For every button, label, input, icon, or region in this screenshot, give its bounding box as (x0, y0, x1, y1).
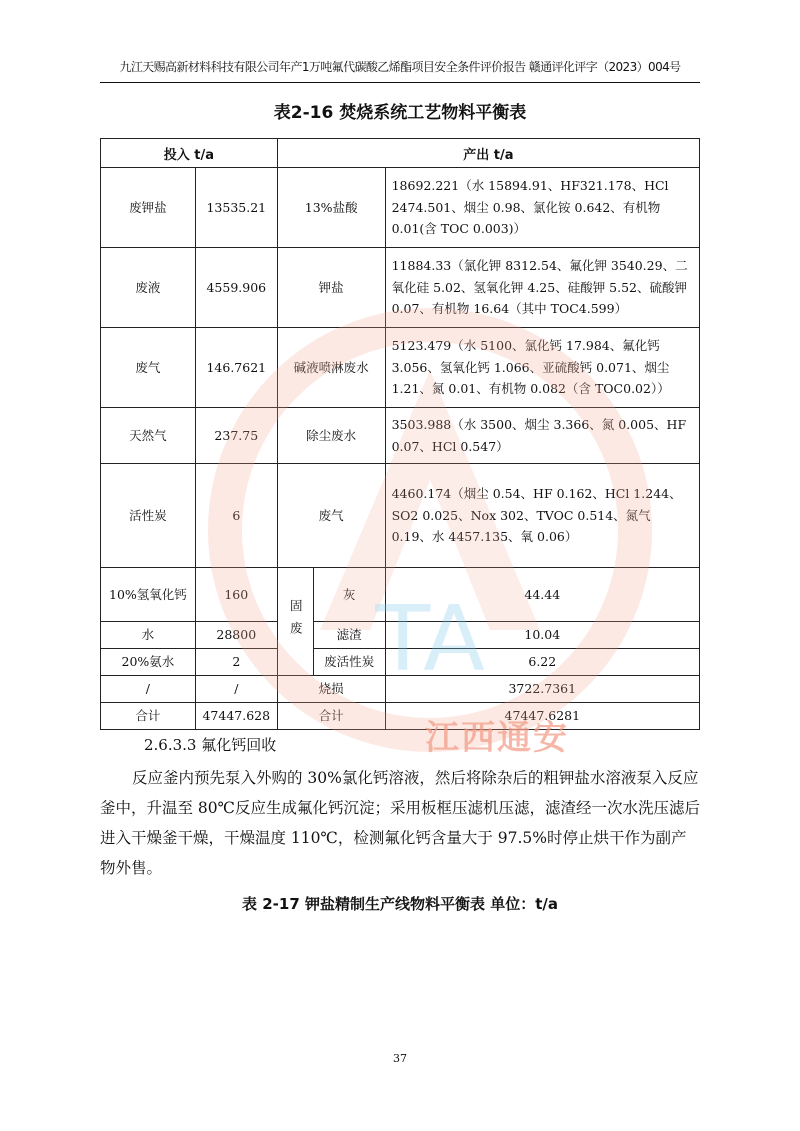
input-total-label: 合计 (101, 703, 196, 730)
total-row (101, 703, 700, 730)
table-row (101, 408, 700, 464)
section-heading: 2.6.3.3 氟化钙回收 (144, 736, 277, 754)
table-row (101, 328, 700, 408)
output-name: 滤渣 (313, 622, 385, 649)
output-value: 3722.7361 (385, 676, 699, 703)
output-name: 废活性炭 (313, 649, 385, 676)
input-value: 28800 (195, 622, 277, 649)
table-header-row (101, 139, 700, 168)
input-total-value: 47447.628 (195, 703, 277, 730)
output-value: 10.04 (385, 622, 699, 649)
input-name: 废液 (101, 248, 196, 328)
table-row (101, 649, 700, 676)
output-name: 废气 (277, 464, 385, 568)
input-name: 天然气 (101, 408, 196, 464)
watermark-letters: TA (375, 587, 485, 692)
table-row (101, 464, 700, 568)
input-name: 水 (101, 622, 196, 649)
table-row (101, 676, 700, 703)
input-name: 20%氨水 (101, 649, 196, 676)
output-header: 产出 t/a (277, 139, 699, 168)
table-title: 表2-16 焚烧系统工艺物料平衡表 (273, 103, 527, 123)
output-value: 11884.33（氯化钾 8312.54、氟化钾 3540.29、二氧化硅 5.02、氢氧化钾 4.25、硅酸钾 5.52、硫酸钾 0.07、有机物 16.64（其中 TOC4.599） (385, 248, 699, 328)
output-name: 碱液喷淋废水 (277, 328, 385, 408)
header-divider (100, 82, 700, 83)
input-name: / (101, 676, 196, 703)
output-value: 6.22 (385, 649, 699, 676)
body-paragraph (100, 763, 700, 883)
paragraph-text: 反应釜内预先泵入外购的 30%氯化钙溶液，然后将除杂后的粗钾盐水溶液泵入反应釜中，升温至 80℃反应生成氟化钙沉淀；采用板框压滤机压滤，滤渣经一次水洗压滤后进入干燥釜干燥，干燥温度 110℃，检测氟化钙含量大于 97.5%时停止烘干作为副产物外售。 (100, 769, 700, 877)
output-value: 44.44 (385, 568, 699, 622)
input-value: 4559.906 (195, 248, 277, 328)
output-name: 13%盐酸 (277, 168, 385, 248)
next-table-title: 表 2-17 钾盐精制生产线物料平衡表 单位：t/a (242, 895, 558, 913)
watermark-text: 江西通安 (425, 718, 569, 758)
page-header: 九江天赐高新材料科技有限公司年产1万吨氟代碳酸乙烯酯项目安全条件评价报告 赣通评化评字（2023）004号 (119, 60, 681, 74)
output-value: 3503.988（水 3500、烟尘 3.366、氮 0.005、HF 0.07、HCl 0.547） (385, 408, 699, 464)
output-name: 钾盐 (277, 248, 385, 328)
input-value: 2 (195, 649, 277, 676)
page-number: 37 (393, 1052, 407, 1065)
table-row (101, 622, 700, 649)
input-name: 活性炭 (101, 464, 196, 568)
input-value: 6 (195, 464, 277, 568)
table-row (101, 168, 700, 248)
output-name: 烧损 (277, 676, 385, 703)
input-header: 投入 t/a (101, 139, 278, 168)
input-value: 160 (195, 568, 277, 622)
table-row (101, 568, 700, 622)
output-value: 4460.174（烟尘 0.54、HF 0.162、HCl 1.244、SO2 0.025、Nox 302、TVOC 0.514、氮气 0.19、水 4457.135、氧 0.06） (385, 464, 699, 568)
output-name: 除尘废水 (277, 408, 385, 464)
material-balance-table (100, 138, 700, 730)
input-name: 10%氢氧化钙 (101, 568, 196, 622)
table-row (101, 248, 700, 328)
input-name: 废钾盐 (101, 168, 196, 248)
output-total-label: 合计 (277, 703, 385, 730)
output-value: 18692.221（水 15894.91、HF321.178、HCl 2474.501、烟尘 0.98、氯化铵 0.642、有机物 0.01(含 TOC 0.003)） (385, 168, 699, 248)
input-name: 废气 (101, 328, 196, 408)
input-value: / (195, 676, 277, 703)
output-value: 5123.479（水 5100、氯化钙 17.984、氟化钙 3.056、氢氧化钙 1.066、亚硫酸钙 0.071、烟尘 1.21、氮 0.01、有机物 0.082（含 TOC0.02）） (385, 328, 699, 408)
input-value: 13535.21 (195, 168, 277, 248)
output-name: 灰 (313, 568, 385, 622)
input-value: 237.75 (195, 408, 277, 464)
input-value: 146.7621 (195, 328, 277, 408)
solid-waste-group-label: 固废 (277, 568, 313, 676)
output-total-value: 47447.6281 (385, 703, 699, 730)
